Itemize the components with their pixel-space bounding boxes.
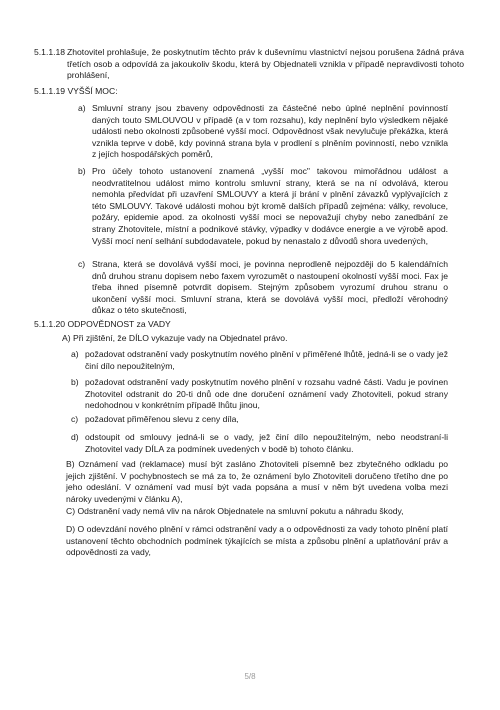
item-text: požadovat přiměřenou slevu z ceny díla, (85, 414, 239, 424)
section-d-text: D) O odevzdání nového plnění v rámci odstranění vady a o odpovědnosti za vady tohoto plnění platí ustanovení těchto obchodních podmínek týkajících se místa a způsobu plnění a uplatňování práv a odpovědnosti za vady, (66, 524, 448, 558)
section-a-intro: A) Při zjištění, že DÍLO vykazuje vady na Objednatel právo. (62, 333, 288, 343)
heading-vyssi-moc: 5.1.1.19 VYŠŠÍ MOC: (34, 86, 118, 96)
item-text: Smluvní strany jsou zbaveny odpovědnosti za částečné nebo úplné neplnění povinností daných touto SMLOUVOU v případě (a v tom rozsahu), kdy neplnění bylo výsledkem nějaké události nebo okolnosti způsobené vyšší mocí. Odpovědnost však nevylučuje překážka, která vznikla teprve v době, kdy povinná strana byla v prodlení s plněním povinností, nebo vznikla z jejích hospodářských poměrů, (92, 103, 448, 160)
item-text: Strana, která se dovolává vyšší moci, je povinna neprodleně nejpozději do 5 kalendářních dnů druhou stranu dopisem nebo faxem vyrozumět o nastoupení okolností vyšší moci. Fax je třeba ihned písemně potvrdit dopisem. Stejným způsobem vyrozumí druhou stranu o ukončení vyšší moci. Smluvní strana, která se dovolává vyšší moci, předloží věrohodný důkaz o této skutečnosti, (92, 259, 448, 316)
item-label: a) (71, 349, 79, 359)
item-text: odstoupit od smlouvy jedná-li se o vady, jež činí dílo nepoužitelným, nebo neodstraní-li Zhotovitel vady DÍLA za podmínek uvedených v bodě b) tohoto článku. (85, 432, 448, 454)
heading-odpovednost-za-vady: 5.1.1.20 ODPOVĚDNOST za VADY (34, 319, 171, 329)
list-item-d (71, 432, 448, 455)
item-label: d) (71, 432, 79, 442)
item-label: c) (71, 414, 79, 424)
list-item-b (78, 166, 448, 247)
item-label: b) (78, 166, 86, 176)
list-item-c (78, 259, 448, 317)
item-label: c) (78, 259, 86, 269)
list-item-a (71, 349, 448, 372)
clause-text: Zhotovitel prohlašuje, že poskytnutím těchto práv k duševnímu vlastnictví nejsou porušena žádná práva třetích osob a odpovídá za jakoukoliv škodu, která by Objednateli vznikla v případě nepravdivosti tohoto prohlášení, (67, 47, 464, 81)
item-text: požadovat odstranění vady poskytnutím nového plnění v rozsahu vadné části. Vadu je povinen Zhotovitel odstranit do 20-ti dnů ode dne doručení oznámení vady Zhotoviteli, pokud strany nedohodnou v konkrétním případě lhůtu jinou, (85, 377, 448, 411)
page-number: 5/8 (244, 672, 256, 681)
list-item-c (71, 414, 448, 426)
clause-5-1-1-18 (34, 47, 464, 82)
list-item-a (78, 103, 448, 161)
clause-number: 5.1.1.18 (34, 47, 66, 57)
item-text: Pro účely tohoto ustanovení znamená „vyšší moc" takovou mimořádnou událost a neodvratitelnou událost mimo kontrolu smluvní strany, která se na ní odvolává, kterou nemohla předvídat při uzavření SMLOUVY a která jí brání v plnění závazků vyplývajících z této SMLOUVY. Takové události mohou být kromě dalších případů zejména: války, revoluce, požáry, epidemie apod. za okolnosti vyšší moci se nepovažují chyby nebo zanedbání ze strany Zhotovitele, místní a podnikové stávky, výpadky v dodávce energie a ve výrobě apod. Vyšší mocí není selhání subdodavatele, pokud by nenastalo z důvodů shora uvedených, (92, 166, 448, 246)
section-b-text: B) Oznámení vad (reklamace) musí být zasláno Zhotoviteli písemně bez zbytečného odkladu po jejich zjištění. V pochybnostech se má za to, že oznámení bylo Zhotoviteli doručeno třetího dne po jeho odeslání. V oznámení vad musí být vada popsána a musí v něm být uvedena volba mezi nároky uvedenými v článku A), (66, 459, 448, 504)
item-label: b) (71, 377, 79, 387)
item-text: požadovat odstranění vady poskytnutím nového plnění v přiměřené lhůtě, jedná-li se o vady jež činí dílo nepoužitelným, (85, 349, 448, 371)
section-c-text: C) Odstranění vady nemá vliv na nárok Objednatele na smluvní pokutu a náhradu škody, (66, 506, 404, 516)
item-label: a) (78, 103, 86, 113)
list-item-b (71, 377, 448, 412)
